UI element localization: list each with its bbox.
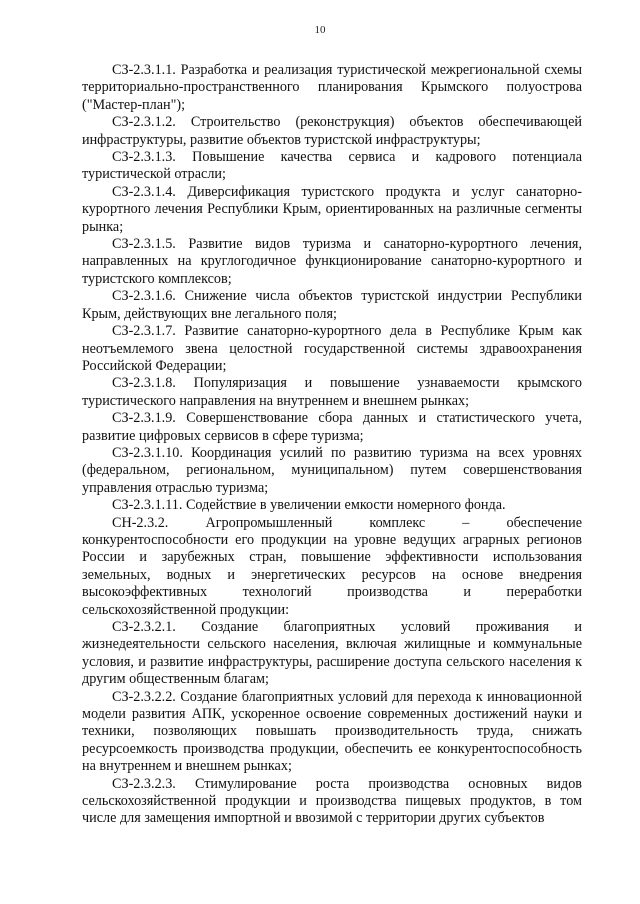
paragraph-sz-2-3-2-3: СЗ-2.3.2.3. Стимулирование роста производства основных видов сельскохозяйственной продукции и производства пищевых продуктов, в том числе для замещения импортной и ввозимой с территории других субъектов (82, 775, 582, 827)
paragraph-sn-2-3-2: СН-2.3.2. Агропромышленный комплекс – обеспечение конкурентоспособности его продукции на уровне ведущих аграрных регионов России и зарубежных стран, повышение эффективности использования земельных, водных и энергетических ресурсов на основе внедрения высокоэффективных технологий производства и переработки сельскохозяйственной продукции: (82, 514, 582, 618)
document-body (82, 62, 582, 828)
paragraph-sz-2-3-1-6: СЗ-2.3.1.6. Снижение числа объектов туристской индустрии Республики Крым, действующих вне легального поля; (82, 288, 582, 322)
paragraph-sz-2-3-1-4: СЗ-2.3.1.4. Диверсификация туристского продукта и услуг санаторно-курортного лечения Республики Крым, ориентированных на различные сегменты рынка; (82, 183, 582, 235)
paragraph-sz-2-3-2-1: СЗ-2.3.2.1. Создание благоприятных условий проживания и жизнедеятельности сельского населения, включая жилищные и коммунальные условия, и развитие инфраструктуры, расширение доступа сельского населения к другим общественным благам; (82, 619, 582, 688)
paragraph-sz-2-3-1-1: СЗ-2.3.1.1. Разработка и реализация туристической межрегиональной схемы территориально-пространственного планирования Крымского полуострова ("Мастер-план"); (82, 62, 582, 113)
paragraph-sz-2-3-1-7: СЗ-2.3.1.7. Развитие санаторно-курортного дела в Республике Крым как неотъемлемого звена целостной государственной системы здравоохранения Российской Федерации; (82, 323, 582, 374)
paragraph-sz-2-3-1-2: СЗ-2.3.1.2. Строительство (реконструкция) объектов обеспечивающей инфраструктуры, развитие объектов туристской инфраструктуры; (82, 114, 582, 148)
paragraph-sz-2-3-2-2: СЗ-2.3.2.2. Создание благоприятных условий для перехода к инновационной модели развития АПК, ускоренное освоение современных достижений науки и техники, позволяющих повышать производительность труда, снижать ресурсоемкость производства продукции, обеспечить ее конкурентоспособность на внутреннем и внешнем рынках; (82, 688, 582, 775)
paragraph-sz-2-3-1-9: СЗ-2.3.1.9. Совершенствование сбора данных и статистического учета, развитие цифровых сервисов в сфере туризма; (82, 410, 582, 444)
page-number: 10 (314, 24, 326, 36)
paragraph-sz-2-3-1-8: СЗ-2.3.1.8. Популяризация и повышение узнаваемости крымского туристического направления на внутреннем и внешнем рынках; (82, 375, 582, 409)
paragraph-sz-2-3-1-3: СЗ-2.3.1.3. Повышение качества сервиса и кадрового потенциала туристической отрасли; (82, 149, 582, 183)
paragraph-sz-2-3-1-11: СЗ-2.3.1.11. Содействие в увеличении емкости номерного фонда. (112, 497, 506, 514)
paragraph-sz-2-3-1-5: СЗ-2.3.1.5. Развитие видов туризма и санаторно-курортного лечения, направленных на круглогодичное функционирование санаторно-курортного и туристского комплексов; (82, 236, 582, 287)
paragraph-sz-2-3-1-10: СЗ-2.3.1.10. Координация усилий по развитию туризма на всех уровнях (федеральном, региональном, муниципальном) путем совершенствования управления отраслью туризма; (82, 444, 582, 496)
